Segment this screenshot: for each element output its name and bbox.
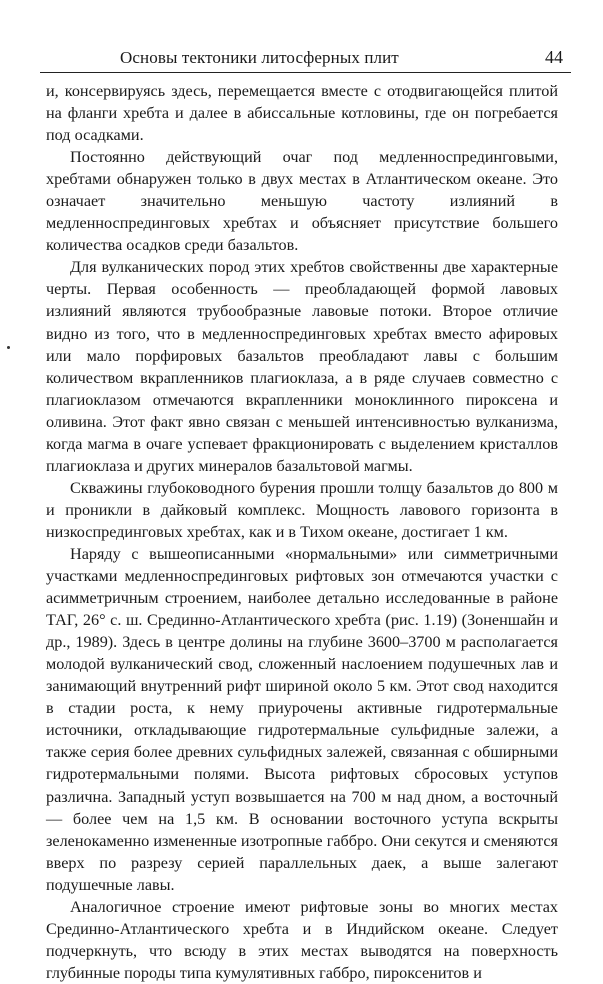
margin-speck [7, 346, 10, 349]
paragraph-1: и, консервируясь здесь, перемещается вместе с отодвигающейся плитой на фланги хребта и далее в абиссальные котловины, где он погребается под осадками. [46, 82, 558, 145]
paragraph-6: Аналогичное строение имеют рифтовые зоны во многих местах Срединно-Атлантического хребта и в Индийском океане. Следует подчеркнуть, что всюду в этих местах выводятся на поверхность глубинные породы типа кумулятивных габбро, пироксенитов и [46, 897, 558, 982]
running-title: Основы тектоники литосферных плит [120, 48, 399, 67]
paragraph-5: Наряду с вышеописанными «нормальными» или симметричными участками медленноспрединговых рифтовых зон отмечаются участки с асимметричным строением, наиболее детально исследованные в районе ТАГ, 26° с. ш. Срединно-Атлантического хребта (рис. 1.19) (Зоненшайн и др., 1989). Здесь в центре долины на глубине 3600–3700 м располагается молодой вулканический свод, сложенный наслоением подушечных лав и занимающий внутренний рифт шириной около 5 км. Этот свод находится в стадии роста, к нему приурочены активные гидротермальные источники, откладывающие гидротермальные сульфидные залежи, а также серия более древних сульфидных залежей, связанная с обширными гидротермальными полями. Высота рифтовых сбросовых уступов различна. Западный уступ возвышается на 700 м над дном, а восточный — более чем на 1,5 км. В основании восточного уступа вскрыты зеленокаменно измененные изотропные габбро. Они секутся и сменяются вверх по разрезу серией параллельных даек, а выше залегают подушечные лавы. [46, 544, 558, 894]
page-number: 44 [545, 47, 563, 67]
paragraph-3: Для вулканических пород этих хребтов свойственны две характерные черты. Первая особенность — преобладающей формой лавовых излияний являются трубообразные лавовые потоки. Второе отличие видно из того, что в медленноспрединговых хребтах вместо афировых или мало порфировых базальтов преобладают лавы с большим количеством вкрапленников плагиоклаза, а в ряде случаев совместно с плагиоклазом отмечаются вкрапленники моноклинного пироксена и оливина. Этот факт явно связан с меньшей интенсивностью вулканизма, когда магма в очаге успевает фракционировать с выделением кристаллов плагиоклаза и других минералов базальтовой магмы. [46, 258, 558, 475]
paragraph-4: Скважины глубоководного бурения прошли толщу базальтов до 800 м и проникли в дайковый комплекс. Мощность лавового горизонта в низкоспрединговых хребтах, как и в Тихом океане, достигает 1 км. [46, 478, 558, 541]
paragraph-2: Постоянно действующий очаг под медленноспрединговыми, хребтами обнаружен только в двух местах в Атлантическом океане. Это означает значительно меньшую частоту излияний в медленноспрединговых хребтах и объясняет присутствие большего количества осадков среди базальтов. [46, 148, 558, 255]
running-head [40, 46, 571, 73]
body-text [46, 80, 558, 984]
